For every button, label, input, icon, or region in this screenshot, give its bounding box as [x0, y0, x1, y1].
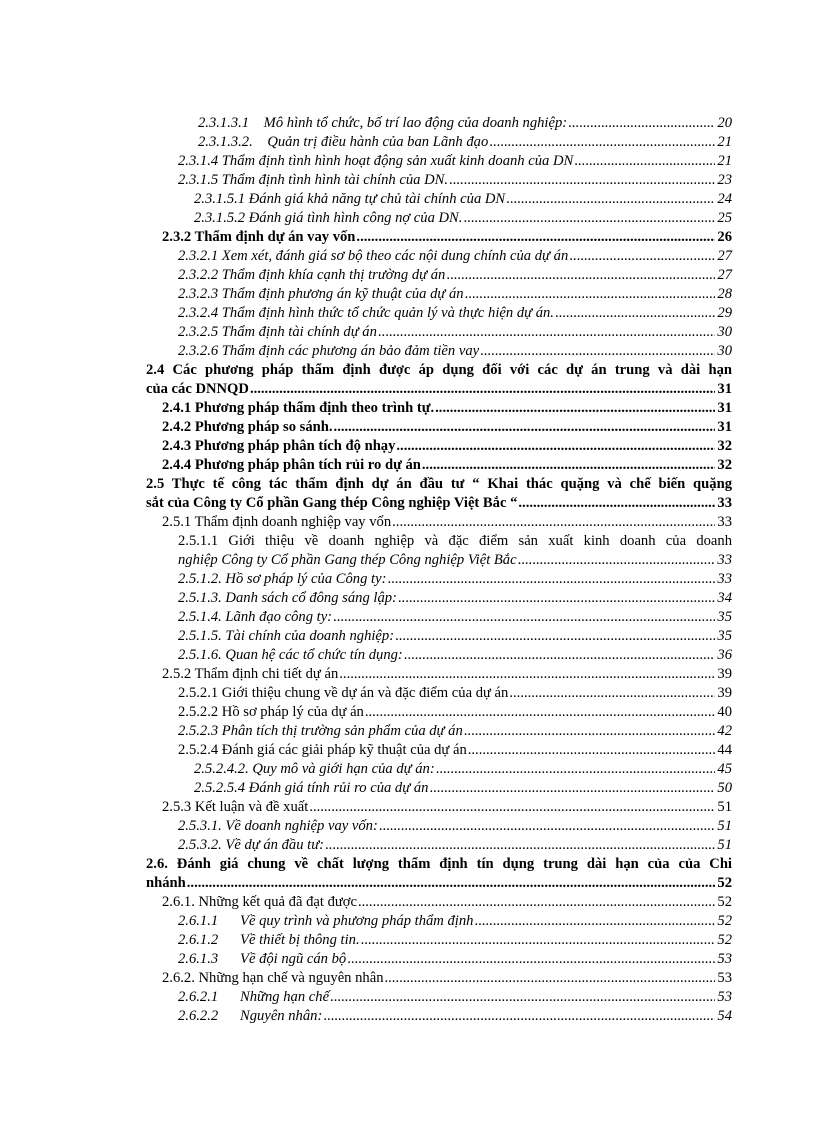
toc-entry-title: 2.5.1.3. Danh sách cổ đông sáng lập: — [178, 590, 397, 606]
toc-entry-page-number: 30 — [717, 343, 732, 359]
toc-entry-title: 2.5.3 Kết luận và đề xuất — [162, 799, 309, 815]
toc-entry-page-number: 21 — [717, 153, 732, 169]
toc-entry-title: 2.6.1. Những kết quả đã đạt được — [162, 894, 357, 910]
dot-leader — [518, 551, 715, 570]
toc-entry-title: 2.5.1.2. Hồ sơ pháp lý của Công ty: — [178, 571, 387, 587]
dot-leader — [480, 342, 715, 361]
toc-entry[interactable] — [146, 190, 732, 209]
dot-leader — [325, 836, 715, 855]
toc-entry-title: 2.5.2.4 Đánh giá các giải pháp kỹ thuật của dự án — [178, 742, 467, 758]
dot-leader — [506, 190, 715, 209]
dot-leader — [404, 646, 715, 665]
toc-entry-page-number: 35 — [717, 609, 732, 625]
toc-entry-page-number: 29 — [717, 305, 732, 321]
toc-entry-title: nghiệp Công ty Cổ phần Gang thép Công nghiệp Việt Bắc — [178, 552, 517, 568]
dot-leader — [518, 494, 715, 513]
toc-entry[interactable] — [146, 475, 732, 513]
toc-entry-title-line: 2.6. Đánh giá chung về chất lượng thẩm định tín dụng trung dài hạn của của Chi — [146, 856, 732, 872]
dot-leader — [323, 1007, 715, 1026]
toc-entry[interactable] — [146, 741, 732, 760]
toc-entry[interactable] — [146, 304, 732, 323]
dot-leader — [436, 760, 715, 779]
toc-entry[interactable] — [146, 133, 732, 152]
toc-entry-page-number: 51 — [717, 799, 732, 815]
toc-entry-title: 2.4.1 Phương pháp thẩm định theo trình tự. — [162, 400, 435, 416]
toc-entry[interactable] — [146, 114, 732, 133]
dot-leader — [395, 627, 715, 646]
toc-entry-page-number: 30 — [717, 324, 732, 340]
toc-entry-title: 2.3.1.5 Thẩm định tình hình tài chính của DN. — [178, 172, 448, 188]
toc-entry-page-number: 31 — [717, 400, 732, 416]
toc-entry[interactable] — [146, 456, 732, 475]
toc-entry-title: 2.3.1.5.1 Đánh giá khả năng tự chủ tài chính của DN — [194, 191, 506, 207]
toc-entry-title: 2.5.2.2 Hồ sơ pháp lý của dự án — [178, 704, 364, 720]
dot-leader — [356, 228, 715, 247]
toc-entry[interactable] — [146, 342, 732, 361]
toc-entry-title: nhánh — [146, 875, 186, 891]
dot-leader — [574, 152, 715, 171]
toc-entry[interactable] — [146, 399, 732, 418]
toc-entry[interactable] — [146, 931, 732, 950]
dot-leader — [250, 380, 715, 399]
toc-entry[interactable] — [146, 798, 732, 817]
toc-entry-page-number: 31 — [717, 419, 732, 435]
dot-leader — [509, 684, 715, 703]
dot-leader — [361, 931, 715, 950]
toc-entry-page-number: 53 — [717, 989, 732, 1005]
toc-entry[interactable] — [146, 1007, 732, 1026]
toc-entry[interactable] — [146, 855, 732, 893]
dot-leader — [569, 247, 715, 266]
toc-entry-page-number: 52 — [717, 913, 732, 929]
dot-leader — [339, 665, 715, 684]
dot-leader — [449, 171, 715, 190]
dot-leader — [464, 722, 715, 741]
toc-entry-title: 2.4.3 Phương pháp phân tích độ nhạy — [162, 438, 396, 454]
toc-entry[interactable] — [146, 969, 732, 988]
toc-entry-page-number: 27 — [717, 248, 732, 264]
toc-entry[interactable] — [146, 418, 732, 437]
toc-entry-page-number: 45 — [717, 761, 732, 777]
toc-entry[interactable] — [146, 266, 732, 285]
toc-entry-title: 2.5.2.3 Phân tích thị trường sản phẩm của dự án — [178, 723, 463, 739]
toc-entry[interactable] — [146, 665, 732, 684]
toc-entry-title: 2.6.1.2 Về thiết bị thông tin. — [178, 932, 360, 948]
toc-entry[interactable] — [146, 532, 732, 570]
dot-leader — [392, 513, 715, 532]
toc-entry-title: 2.3.2.4 Thẩm định hình thức tổ chức quản lý và thực hiện dự án. — [178, 305, 554, 321]
table-of-contents — [146, 114, 732, 1026]
toc-entry-page-number: 21 — [717, 134, 732, 150]
toc-entry[interactable] — [146, 722, 732, 741]
toc-entry-page-number: 33 — [717, 571, 732, 587]
toc-entry-title: 2.5.3.1. Về doanh nghiệp vay vốn: — [178, 818, 378, 834]
toc-entry-title: 2.6.2. Những hạn chế và nguyên nhân — [162, 970, 384, 986]
toc-entry-page-number: 52 — [717, 875, 732, 891]
toc-entry-page-number: 51 — [717, 837, 732, 853]
toc-entry-page-number: 33 — [717, 514, 732, 530]
toc-entry-page-number: 31 — [717, 381, 732, 397]
toc-entry[interactable] — [146, 361, 732, 399]
toc-entry-page-number: 25 — [717, 210, 732, 226]
toc-entry-title: 2.5.2.4.2. Quy mô và giới hạn của dự án: — [194, 761, 435, 777]
toc-entry-title: 2.5.1 Thẩm định doanh nghiệp vay vốn — [162, 514, 392, 530]
dot-leader — [474, 912, 715, 931]
toc-entry[interactable] — [146, 323, 732, 342]
toc-entry-page-number: 54 — [717, 1008, 732, 1024]
toc-entry-title: 2.3.1.3.2. Quản trị điều hành của ban Lãnh đạo — [198, 134, 489, 150]
toc-entry-page-number: 33 — [717, 495, 732, 511]
toc-entry-page-number: 50 — [717, 780, 732, 796]
toc-entry-title: 2.3.2 Thẩm định dự án vay vốn — [162, 229, 356, 245]
toc-entry-title: 2.3.1.3.1 Mô hình tổ chức, bố trí lao động của doanh nghiệp: — [198, 115, 568, 131]
toc-entry-page-number: 39 — [717, 685, 732, 701]
dot-leader — [333, 608, 715, 627]
dot-leader — [435, 399, 715, 418]
toc-entry-title: 2.5.3.2. Về dự án đầu tư: — [178, 837, 325, 853]
toc-entry-title: 2.3.1.4 Thẩm định tình hình hoạt động sản xuất kinh doanh của DN — [178, 153, 574, 169]
toc-entry-page-number: 35 — [717, 628, 732, 644]
toc-entry[interactable] — [146, 285, 732, 304]
toc-entry[interactable] — [146, 646, 732, 665]
toc-entry[interactable] — [146, 437, 732, 456]
toc-entry-page-number: 44 — [717, 742, 732, 758]
toc-entry-page-number: 40 — [717, 704, 732, 720]
dot-leader — [385, 969, 716, 988]
toc-entry-page-number: 28 — [717, 286, 732, 302]
toc-entry[interactable] — [146, 912, 732, 931]
toc-entry-page-number: 53 — [717, 951, 732, 967]
toc-entry[interactable] — [146, 779, 732, 798]
toc-entry[interactable] — [146, 627, 732, 646]
dot-leader — [422, 456, 715, 475]
toc-entry[interactable] — [146, 152, 732, 171]
toc-entry-title: 2.4.4 Phương pháp phân tích rủi ro dự án — [162, 457, 421, 473]
toc-entry[interactable] — [146, 171, 732, 190]
toc-entry-page-number: 33 — [717, 552, 732, 568]
dot-leader — [465, 285, 715, 304]
toc-entry[interactable] — [146, 703, 732, 722]
dot-leader — [429, 779, 715, 798]
toc-entry-page-number: 23 — [717, 172, 732, 188]
dot-leader — [463, 209, 715, 228]
dot-leader — [446, 266, 715, 285]
toc-entry-title: 2.6.1.3 Về đội ngũ cán bộ — [178, 951, 347, 967]
toc-entry-title: 2.6.2.1 Những hạn chế — [178, 989, 330, 1005]
dot-leader — [379, 817, 715, 836]
toc-entry-title: 2.5.1.6. Quan hệ các tổ chức tín dụng: — [178, 647, 403, 663]
toc-entry-page-number: 32 — [717, 438, 732, 454]
toc-entry-page-number: 26 — [717, 229, 732, 245]
toc-entry-title: 2.3.2.1 Xem xét, đánh giá sơ bộ theo các nội dung chính của dự án — [178, 248, 569, 264]
toc-entry-page-number: 32 — [717, 457, 732, 473]
toc-entry-title: 2.3.2.2 Thẩm định khía cạnh thị trường dự án — [178, 267, 446, 283]
toc-entry-title: 2.5.2 Thẩm định chi tiết dự án — [162, 666, 339, 682]
toc-entry[interactable] — [146, 950, 732, 969]
toc-entry[interactable] — [146, 760, 732, 779]
toc-entry[interactable] — [146, 608, 732, 627]
dot-leader — [568, 114, 715, 133]
dot-leader — [187, 874, 715, 893]
dot-leader — [309, 798, 715, 817]
toc-entry-title-line: 2.5 Thực tế công tác thẩm định dự án đầu tư “ Khai thác quặng và chế biến quặng — [146, 476, 732, 492]
toc-entry-page-number: 24 — [717, 191, 732, 207]
toc-entry-title: 2.3.1.5.2 Đánh giá tình hình công nợ của DN. — [194, 210, 463, 226]
toc-entry-page-number: 20 — [717, 115, 732, 131]
toc-entry-title: 2.6.2.2 Nguyên nhân: — [178, 1008, 323, 1024]
dot-leader — [334, 418, 715, 437]
toc-entry-title: 2.4.2 Phương pháp so sánh. — [162, 419, 333, 435]
toc-entry-page-number: 36 — [717, 647, 732, 663]
toc-entry[interactable] — [146, 513, 732, 532]
toc-entry-page-number: 27 — [717, 267, 732, 283]
dot-leader — [398, 589, 715, 608]
toc-entry[interactable] — [146, 836, 732, 855]
toc-entry-title: sắt của Công ty Cổ phần Gang thép Công nghiệp Việt Bắc “ — [146, 495, 518, 511]
dot-leader — [396, 437, 715, 456]
dot-leader — [387, 570, 715, 589]
toc-entry-title: 2.6.1.1 Về quy trình và phương pháp thẩm định — [178, 913, 474, 929]
toc-entry-title: 2.5.2.5.4 Đánh giá tính rủi ro của dự án — [194, 780, 429, 796]
dot-leader — [555, 304, 715, 323]
toc-entry-page-number: 34 — [717, 590, 732, 606]
toc-entry-title: 2.3.2.3 Thẩm định phương án kỹ thuật của dự án — [178, 286, 464, 302]
dot-leader — [347, 950, 715, 969]
toc-entry[interactable] — [146, 893, 732, 912]
toc-entry[interactable] — [146, 589, 732, 608]
toc-entry-page-number: 42 — [717, 723, 732, 739]
toc-entry[interactable] — [146, 988, 732, 1007]
dot-leader — [489, 133, 715, 152]
dot-leader — [378, 323, 715, 342]
toc-entry-title: 2.5.1.5. Tài chính của doanh nghiệp: — [178, 628, 395, 644]
toc-entry-title: 2.5.2.1 Giới thiệu chung về dự án và đặc điểm của dự án — [178, 685, 509, 701]
toc-entry-title: của các DNNQD — [146, 381, 249, 397]
toc-entry-title: 2.3.2.6 Thẩm định các phương án bảo đảm tiền vay — [178, 343, 480, 359]
toc-entry-title: 2.3.2.5 Thẩm định tài chính dự án — [178, 324, 377, 340]
toc-entry-title-line: 2.5.1.1 Giới thiệu về doanh nghiệp và đặc điểm sản xuất kinh doanh của doanh — [178, 533, 732, 549]
toc-entry[interactable] — [146, 247, 732, 266]
toc-entry[interactable] — [146, 228, 732, 247]
toc-entry-page-number: 52 — [717, 932, 732, 948]
dot-leader — [358, 893, 715, 912]
toc-entry-title-line: 2.4 Các phương pháp thẩm định được áp dụng đối với các dự án trung và dài hạn — [146, 362, 732, 378]
toc-entry-page-number: 52 — [717, 894, 732, 910]
dot-leader — [330, 988, 715, 1007]
toc-entry-page-number: 39 — [717, 666, 732, 682]
toc-entry-page-number: 53 — [717, 970, 732, 986]
toc-entry-title: 2.5.1.4. Lãnh đạo công ty: — [178, 609, 333, 625]
dot-leader — [468, 741, 715, 760]
toc-entry[interactable] — [146, 817, 732, 836]
dot-leader — [365, 703, 715, 722]
toc-entry[interactable] — [146, 570, 732, 589]
toc-entry[interactable] — [146, 684, 732, 703]
toc-entry-page-number: 51 — [717, 818, 732, 834]
toc-entry[interactable] — [146, 209, 732, 228]
